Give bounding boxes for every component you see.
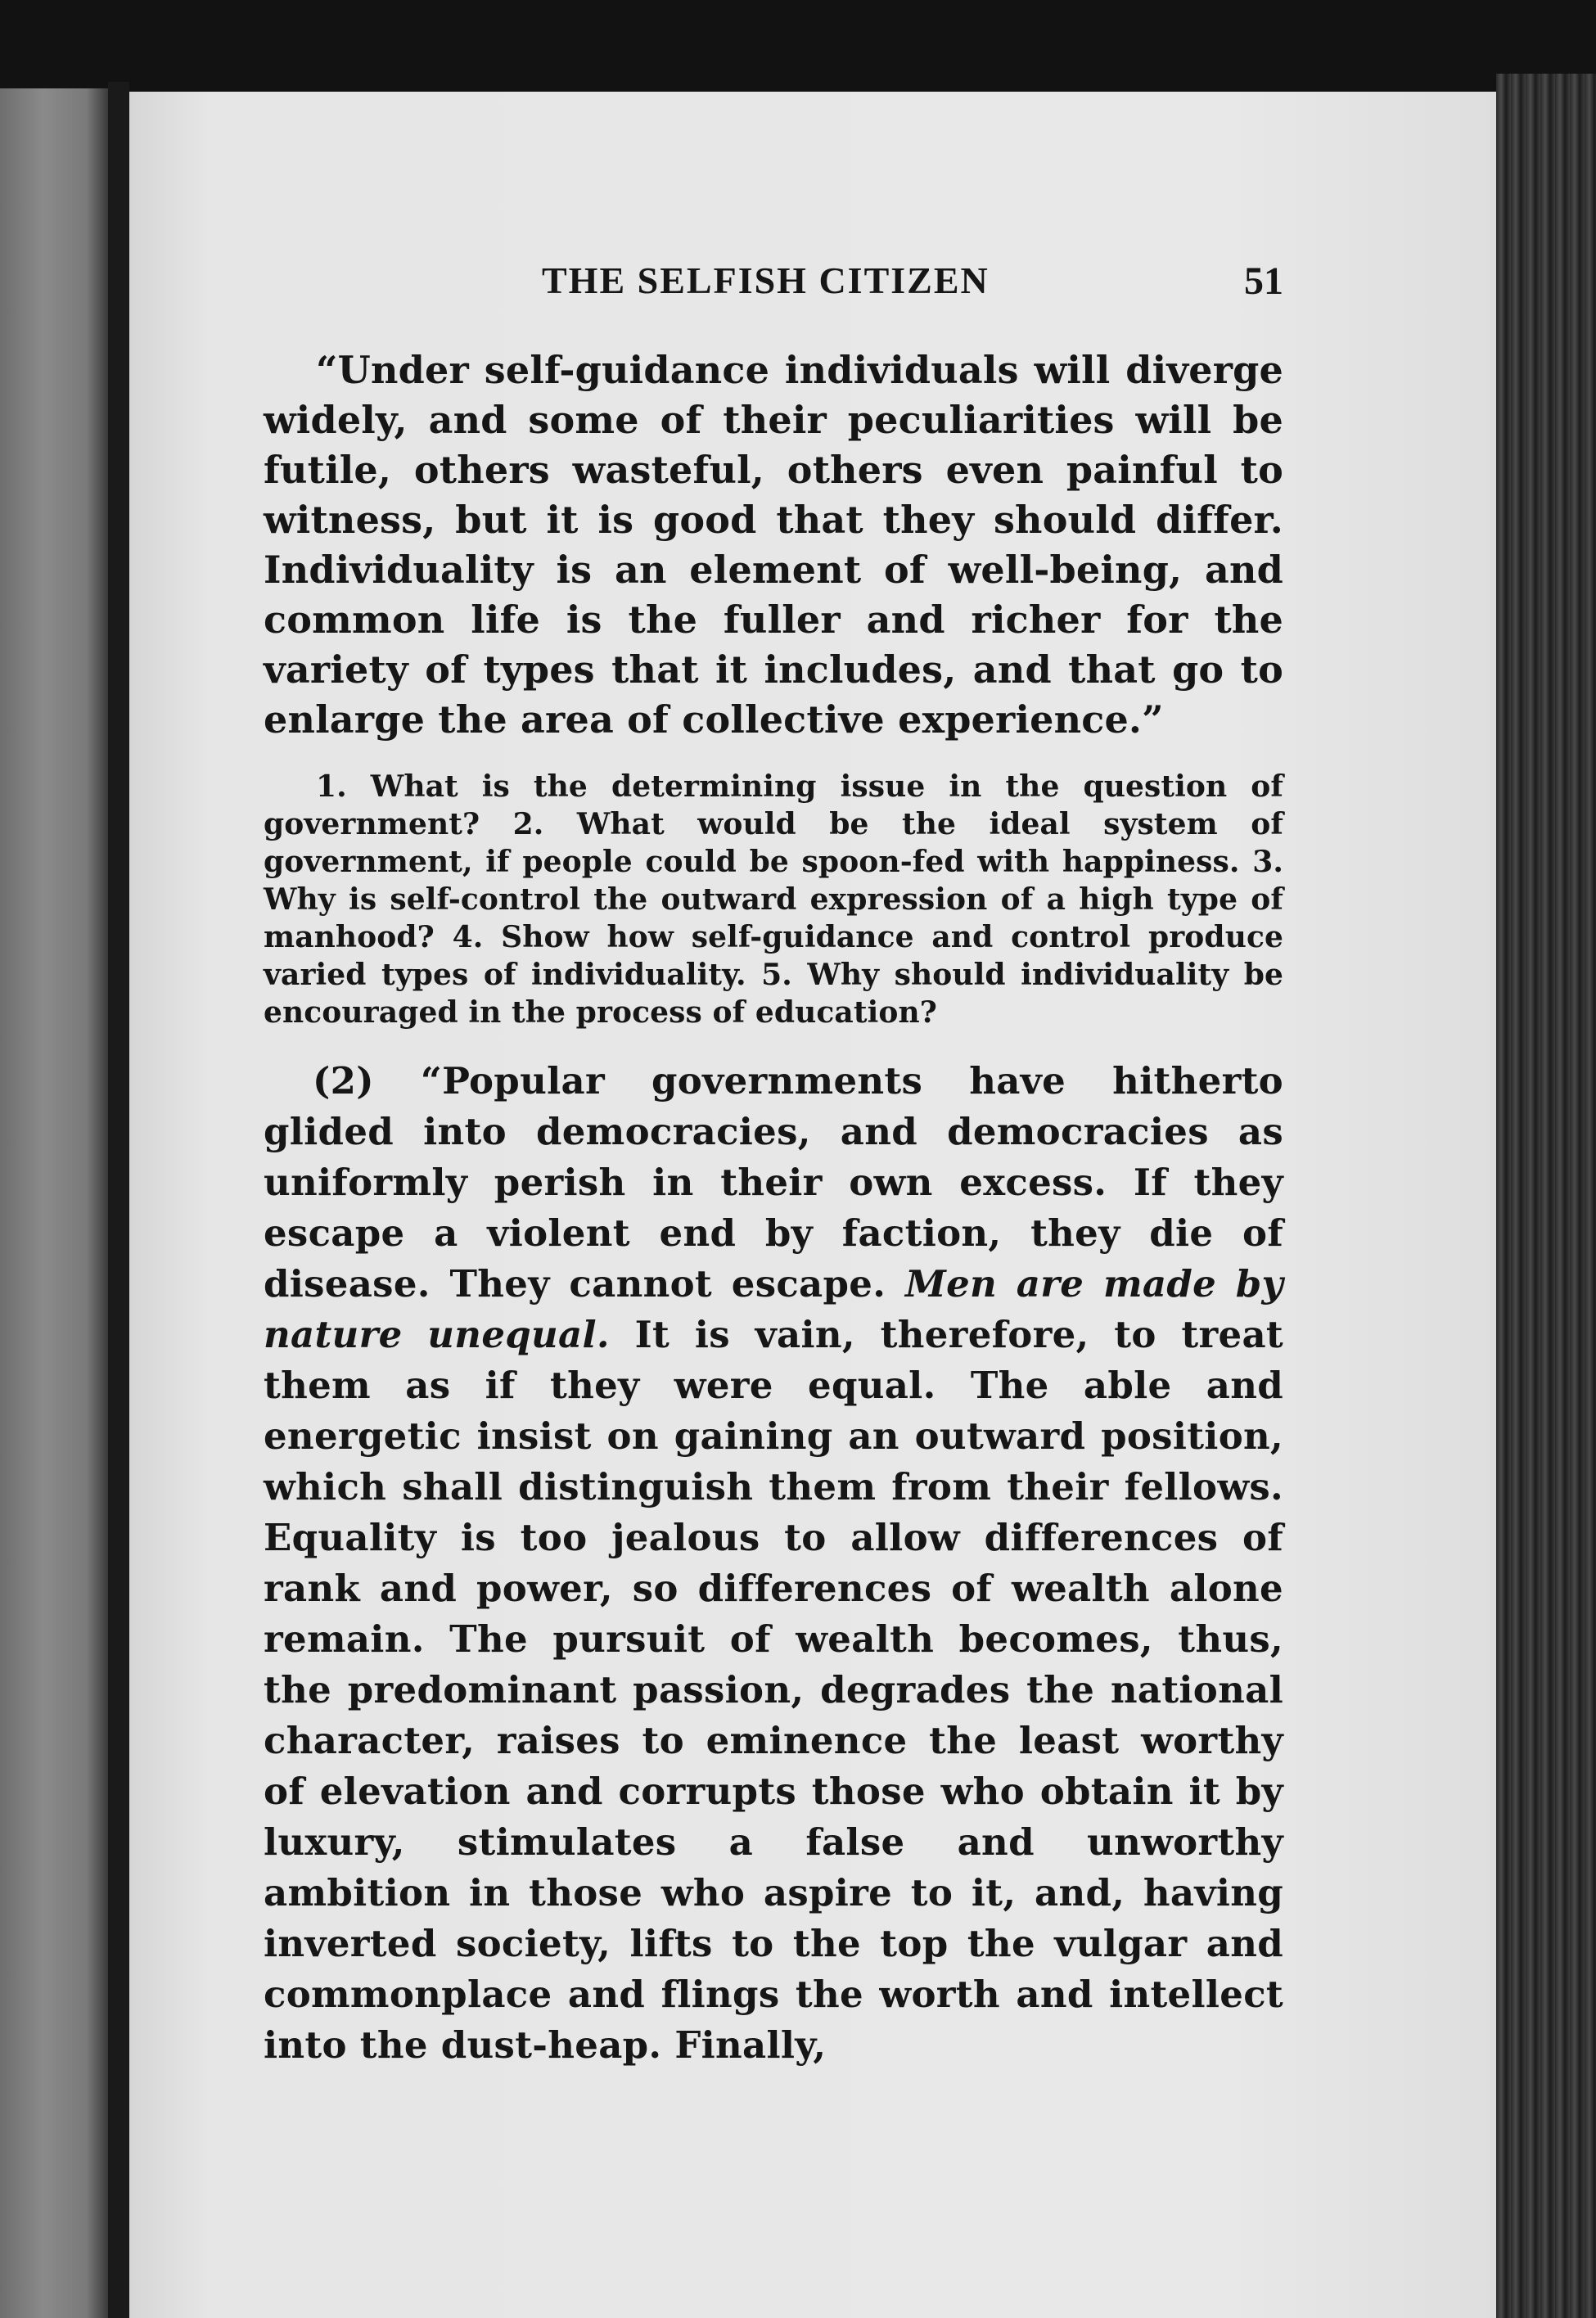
section-2-emphasis: Men are made by nature unequal. [264, 1262, 1283, 1356]
quote-paragraph: “Under self-guidance individuals will diverge widely, and some of their peculiarities will be futile, others wasteful, others even painful to witness, but it is good that they should differ. Individuality is an element of well-being, and common life is the fuller and richer for the variety of types that it includes, and that go to enlarge the area of collective experience.” [264, 348, 1283, 742]
running-head [264, 259, 1283, 313]
section-2-rest: It is vain, therefore, to treat them as if they were equal. The able and energetic insist on gaining an outward position, which shall distinguish them from their fellows. Equality is too jealous to allow differences of rank and power, so differences of wealth alone remain. The pursuit of wealth becomes, thus, the predominant passion, degrades the national character, raises to eminence the least worthy of elevation and corrupts those who obtain it by luxury, stimulates a false and unworthy ambition in those who aspire to it, and, having inverted society, lifts to the top the vulgar and commonplace and flings the worth and intellect into the dust-heap. Finally, [264, 1313, 1283, 2067]
study-questions: 1. What is the determining issue in the question of government? 2. What would be the ideal system of government, if people could be spoon-fed with happiness. 3. Why is self-control the outward expression of a high type of manhood? 4. Show how self-guidance and control produce varied types of individuality. 5. Why should individuality be encouraged in the process of education? [264, 769, 1283, 1030]
running-title: THE SELFISH CITIZEN [542, 259, 990, 301]
page-content [264, 259, 1283, 2071]
section-2-opening: (2) “Popular governments have hitherto glided into democracies, and democracies as uniformly perish in their own excess. If they escape a violent end by faction, they die of disease. They cannot escape. [264, 1059, 1283, 1306]
section-2-paragraph [264, 1056, 1283, 2071]
facing-page-edge [0, 88, 108, 2318]
page-stack-edge [1496, 74, 1596, 2318]
book-gutter [108, 82, 129, 2318]
page-number: 51 [1244, 259, 1283, 303]
